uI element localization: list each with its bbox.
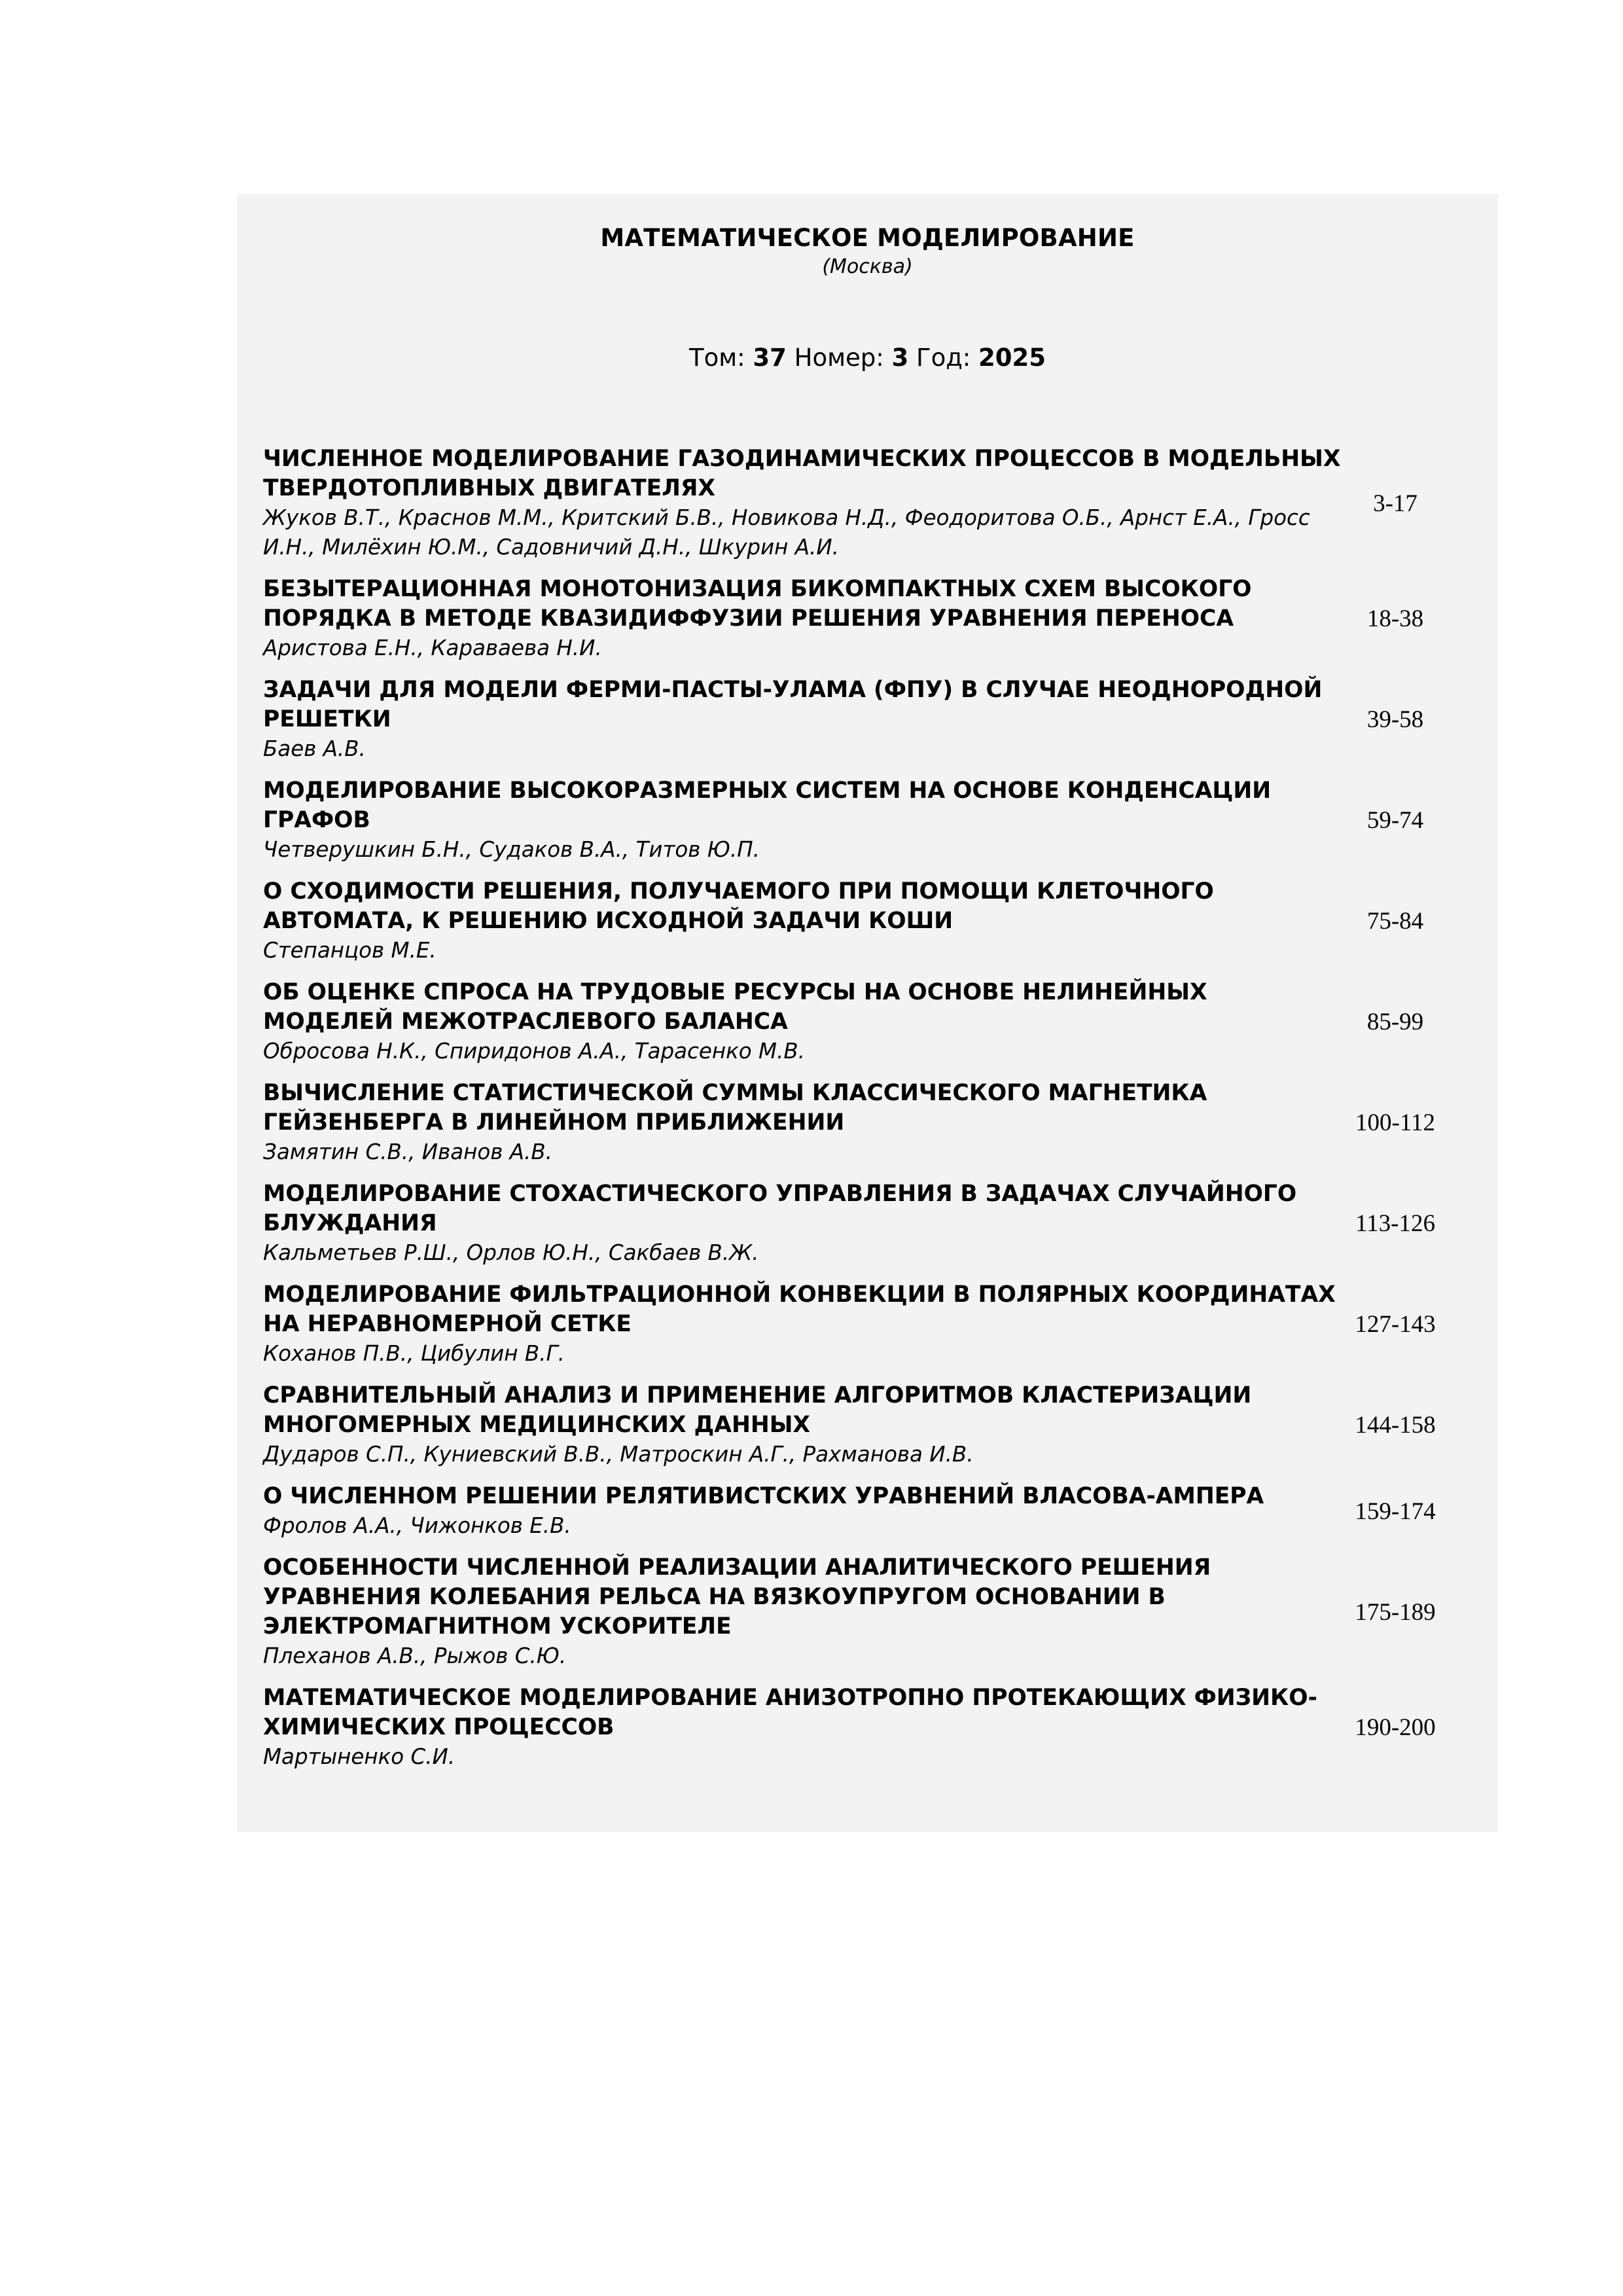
article-pages: 75-84 [1366, 908, 1424, 935]
article-entry[interactable] [263, 1079, 1474, 1167]
article-authors: Обросова Н.К., Спиридонов А.А., Тарасенко М.В. [263, 1039, 805, 1064]
issue-contents-panel [237, 194, 1498, 1832]
article-entry[interactable] [263, 675, 1474, 764]
article-pages: 3-17 [1373, 490, 1418, 517]
article-entry[interactable] [263, 1553, 1474, 1671]
volume-label: Том: [688, 344, 745, 372]
article-authors: Кальметьев Р.Ш., Орлов Ю.Н., Сакбаев В.Ж. [263, 1240, 759, 1265]
article-title[interactable]: СРАВНИТЕЛЬНЫЙ АНАЛИЗ И ПРИМЕНЕНИЕ АЛГОРИТМОВ КЛАСТЕРИЗАЦИИ МНОГОМЕРНЫХ МЕДИЦИНСКИХ ДАННЫХ [263, 1382, 1252, 1438]
article-title[interactable]: О ЧИСЛЕННОМ РЕШЕНИИ РЕЛЯТИВИСТСКИХ УРАВНЕНИЙ ВЛАСОВА-АМПЕРА [263, 1483, 1264, 1509]
article-title[interactable]: МОДЕЛИРОВАНИЕ СТОХАСТИЧЕСКОГО УПРАВЛЕНИЯ В ЗАДАЧАХ СЛУЧАЙНОГО БЛУЖДАНИЯ [263, 1181, 1297, 1236]
volume-value: 37 [753, 344, 787, 372]
issue-info [237, 342, 1498, 374]
article-authors: Мартыненко С.И. [263, 1744, 455, 1769]
number-value: 3 [891, 344, 909, 372]
article-entry[interactable] [263, 1280, 1474, 1369]
article-pages: 59-74 [1366, 807, 1424, 834]
article-title[interactable]: ОБ ОЦЕНКЕ СПРОСА НА ТРУДОВЫЕ РЕСУРСЫ НА ОСНОВЕ НЕЛИНЕЙНЫХ МОДЕЛЕЙ МЕЖОТРАСЛЕВОГО БАЛАНСА [263, 979, 1207, 1035]
article-authors: Четверушкин Б.Н., Судаков В.А., Титов Ю.П. [263, 837, 760, 862]
article-entry[interactable] [263, 1482, 1474, 1541]
article-title[interactable]: ЗАДАЧИ ДЛЯ МОДЕЛИ ФЕРМИ-ПАСТЫ-УЛАМА (ФПУ) В СЛУЧАЕ НЕОДНОРОДНОЙ РЕШЕТКИ [263, 677, 1323, 732]
article-pages: 18-38 [1366, 605, 1424, 632]
article-entry[interactable] [263, 444, 1474, 562]
article-pages: 127-143 [1355, 1311, 1436, 1338]
journal-city: (Москва) [822, 255, 913, 278]
article-authors: Баев А.В. [263, 736, 366, 761]
article-pages: 85-99 [1366, 1009, 1424, 1035]
year-value: 2025 [978, 344, 1046, 372]
article-entry[interactable] [263, 575, 1474, 663]
year-label: Год: [916, 344, 971, 372]
article-pages: 159-174 [1355, 1498, 1436, 1525]
article-authors: Коханов П.В., Цибулин В.Г. [263, 1341, 565, 1366]
article-title[interactable]: ЧИСЛЕННОЕ МОДЕЛИРОВАНИЕ ГАЗОДИНАМИЧЕСКИХ ПРОЦЕССОВ В МОДЕЛЬНЫХ ТВЕРДОТОПЛИВНЫХ ДВИГАТЕЛЯХ [263, 446, 1341, 501]
journal-title: МАТЕМАТИЧЕСКОЕ МОДЕЛИРОВАНИЕ [600, 224, 1135, 252]
article-authors: Аристова Е.Н., Караваева Н.И. [263, 636, 602, 660]
article-authors: Плеханов А.В., Рыжов С.Ю. [263, 1643, 567, 1668]
article-authors: Жуков В.Т., Краснов М.М., Критский Б.В., Новикова Н.Д., Феодоритова О.Б., Арнст Е.А., Гросс И.Н., Милёхин Ю.М., Садовничий Д.Н., Шкурин А.И. [263, 505, 1310, 560]
article-pages: 39-58 [1366, 706, 1424, 733]
article-entry[interactable] [263, 1381, 1474, 1469]
article-entry[interactable] [263, 776, 1474, 865]
article-entry[interactable] [263, 978, 1474, 1066]
article-title[interactable]: МАТЕМАТИЧЕСКОЕ МОДЕЛИРОВАНИЕ АНИЗОТРОПНО ПРОТЕКАЮЩИХ ФИЗИКО-ХИМИЧЕСКИХ ПРОЦЕССОВ [263, 1685, 1317, 1740]
article-title[interactable]: ВЫЧИСЛЕНИЕ СТАТИСТИЧЕСКОЙ СУММЫ КЛАССИЧЕСКОГО МАГНЕТИКА ГЕЙЗЕНБЕРГА В ЛИНЕЙНОМ ПРИБЛИЖЕНИИ [263, 1080, 1207, 1136]
article-authors: Степанцов М.Е. [263, 938, 437, 963]
article-title[interactable]: МОДЕЛИРОВАНИЕ ФИЛЬТРАЦИОННОЙ КОНВЕКЦИИ В ПОЛЯРНЫХ КООРДИНАТАХ НА НЕРАВНОМЕРНОЙ СЕТКЕ [263, 1282, 1336, 1337]
article-title[interactable]: О СХОДИМОСТИ РЕШЕНИЯ, ПОЛУЧАЕМОГО ПРИ ПОМОЩИ КЛЕТОЧНОГО АВТОМАТА, К РЕШЕНИЮ ИСХОДНОЙ ЗАДАЧИ КОШИ [263, 878, 1214, 934]
table-of-contents [263, 444, 1474, 1784]
number-label: Номер: [794, 344, 884, 372]
article-entry[interactable] [263, 1683, 1474, 1772]
article-title[interactable]: МОДЕЛИРОВАНИЕ ВЫСОКОРАЗМЕРНЫХ СИСТЕМ НА ОСНОВЕ КОНДЕНСАЦИИ ГРАФОВ [263, 778, 1272, 833]
article-title[interactable]: ОСОБЕННОСТИ ЧИСЛЕННОЙ РЕАЛИЗАЦИИ АНАЛИТИЧЕСКОГО РЕШЕНИЯ УРАВНЕНИЯ КОЛЕБАНИЯ РЕЛЬСА НА ВЯЗКОУПРУГОМ ОСНОВАНИИ В ЭЛЕКТРОМАГНИТНОМ УСКОРИТЕЛЕ [263, 1554, 1211, 1640]
article-pages: 113-126 [1355, 1210, 1435, 1237]
article-pages: 144-158 [1355, 1412, 1436, 1439]
article-authors: Дударов С.П., Куниевский В.В., Матроскин А.Г., Рахманова И.В. [263, 1442, 974, 1467]
article-pages: 190-200 [1355, 1714, 1436, 1741]
article-entry[interactable] [263, 1179, 1474, 1268]
article-authors: Фролов А.А., Чижонков Е.В. [263, 1513, 571, 1538]
article-entry[interactable] [263, 877, 1474, 965]
article-authors: Замятин С.В., Иванов А.В. [263, 1139, 552, 1164]
article-pages: 100-112 [1355, 1109, 1435, 1136]
article-title[interactable]: БЕЗЫТЕРАЦИОННАЯ МОНОТОНИЗАЦИЯ БИКОМПАКТНЫХ СХЕМ ВЫСОКОГО ПОРЯДКА В МЕТОДЕ КВАЗИДИФФУЗИИ РЕШЕНИЯ УРАВНЕНИЯ ПЕРЕНОСА [263, 576, 1252, 632]
article-pages: 175-189 [1355, 1598, 1436, 1626]
